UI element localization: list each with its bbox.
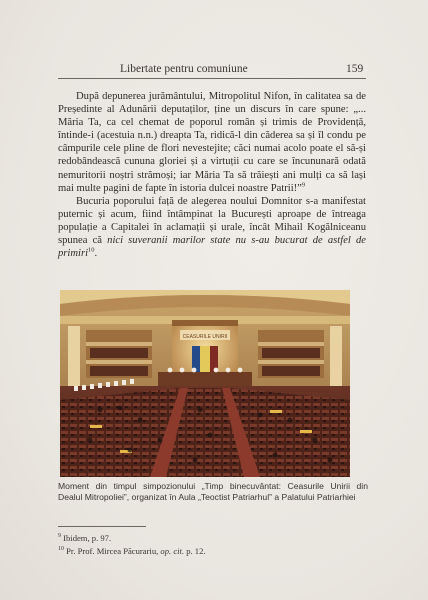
photo-illustration [60,290,350,477]
footnotes [58,531,368,557]
footnote-number: 10 [58,545,64,552]
speech-text: După depunerea jurământului, Mitropolitul Nifon, în calitatea sa de Președinte al Adunării deputaților, ține un discurs în care spune: „... Măria Ta, ca cel chemat de poporul român și trimis de Providență, întinde-i (acestuia n.n.) dreapta Ta, ridică-l din căderea sa și îl condu pe câmpurile cele pline de flori nevestejite; căci numai acolo poate el să-și redobândească cununa gloriei și a virtuții cu care se încununară odată nemuritorii noștri strămoși; iar Măria Ta să trăiești ani mulți ca să lași mai multe pagini de fapte în istoria dulcei noastre Patrii!” [58,91,366,194]
footnote-ref-9[interactable]: 9 [301,181,306,189]
assembly-sign: CEASURILE UNIRII [182,334,228,340]
footnote-rule [58,526,146,527]
assembly-hall-photo [60,290,350,477]
footnote-italic: op. cit. [160,545,185,556]
welcome-quote: nici suveranii marilor state nu s-au bucurat de astfel de primiri [58,235,366,260]
caption-line-1: Moment din timpul simpozionului „Timp binecuvântat: Ceasurile Unirii din [58,481,368,491]
welcome-end: . [94,248,98,260]
footnote-tail: p. 12. [184,545,206,556]
footnote-ref-10[interactable]: 10 [88,246,95,254]
footnote-10 [58,544,368,557]
running-title: Libertate pentru comuniune [120,63,248,75]
header-rule [58,78,366,79]
paragraph-welcome [58,195,366,260]
welcome-text: Bucuria poporului față de alegerea noului Domnitor s-a manifestat puternic și acum, fiind întâmpinat la București aproape de întreaga populație a Capitalei în aclamații și urale, încât Mihail Kogălniceanu spunea că [58,195,366,247]
caption-line-2: Dealul Mitropoliei”, organizat în Aula „Teoctist Patriarhul” a Palatului Patriarhiei [58,492,356,503]
paragraph-speech [58,90,366,195]
body-text [58,90,366,260]
footnote-text: Pr. Prof. Mircea Păcurariu, [64,545,161,556]
page-number: 159 [346,63,364,75]
photo-caption [58,481,368,504]
footnote-number: 9 [58,533,61,539]
footnote-text: Ibidem, p. 97. [61,532,112,543]
footnote-9 [58,531,368,544]
